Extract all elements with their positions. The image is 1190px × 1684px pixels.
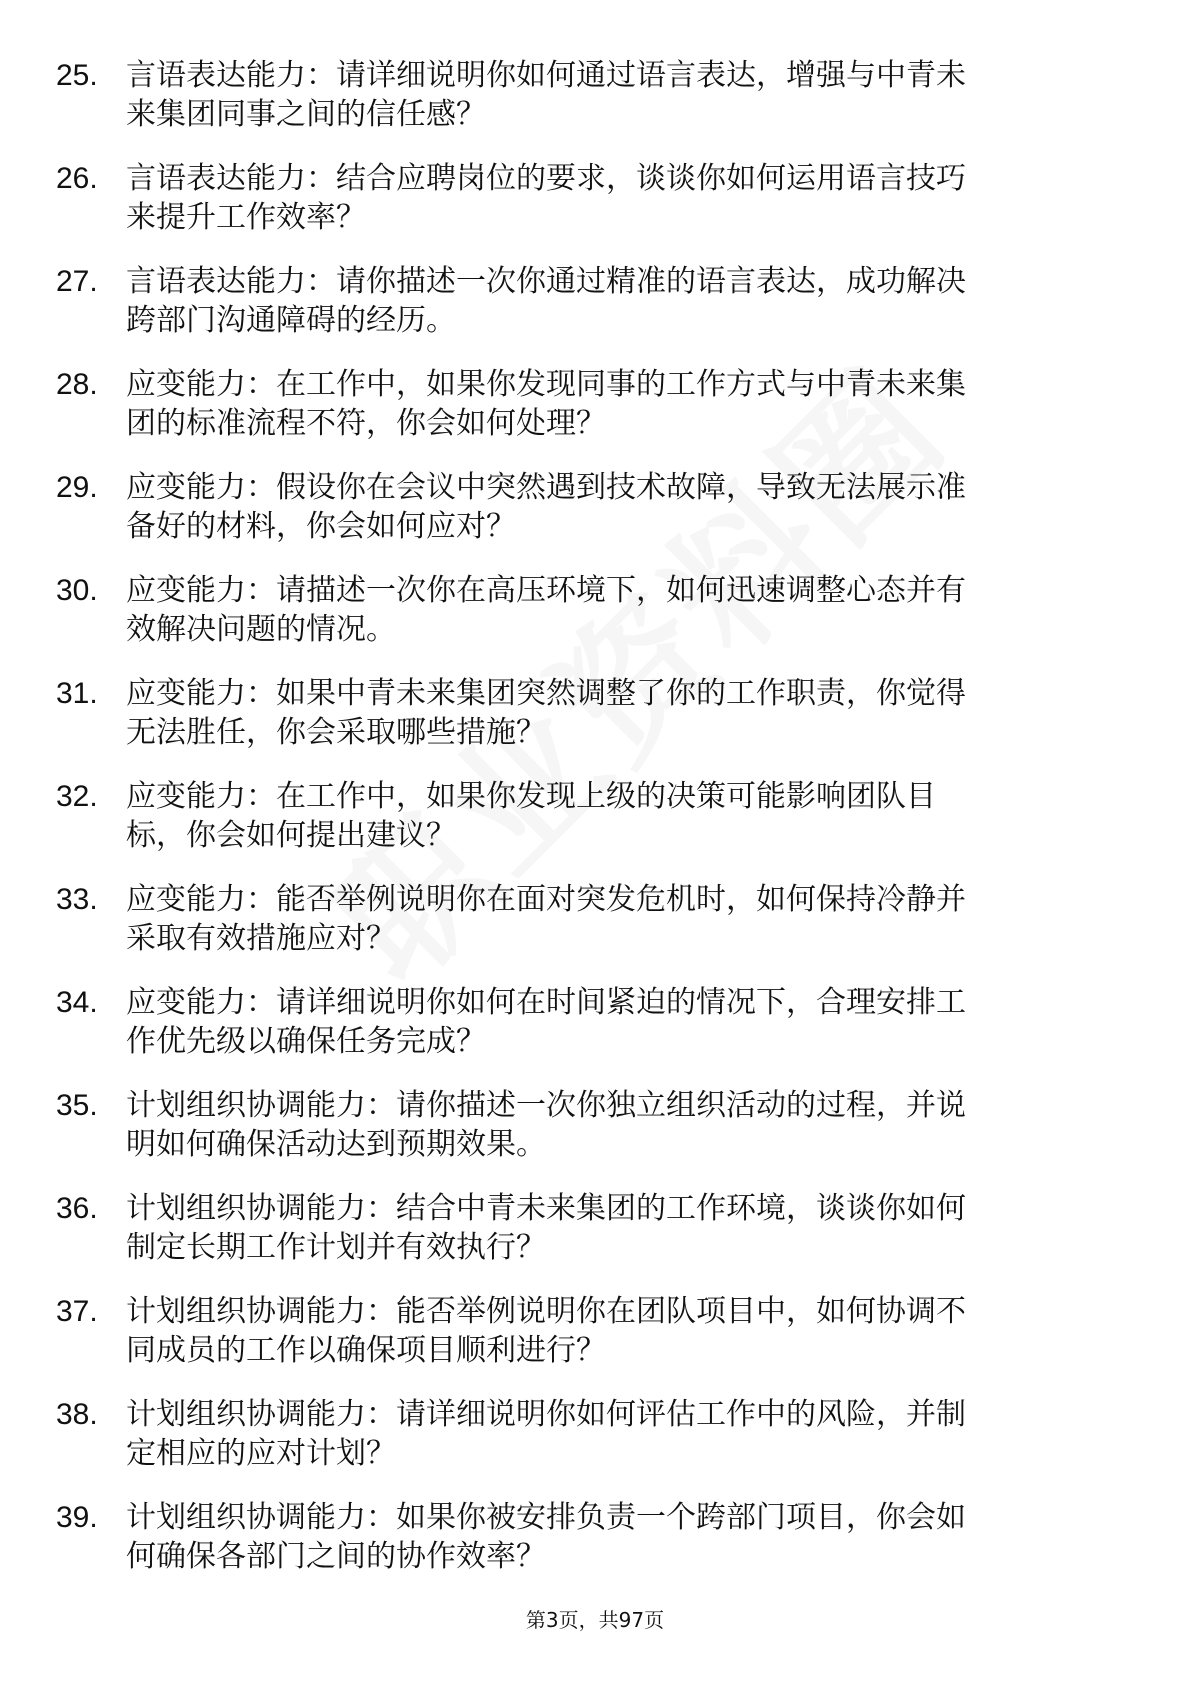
question-text [126,159,1126,237]
question-line: 计划组织协调能力：如果你被安排负责一个跨部门项目，你会如 [126,1500,966,1535]
question-number: 31. [56,677,98,710]
question-line: 应变能力：在工作中，如果你发现同事的工作方式与中青未来集 [126,367,966,402]
question-line: 何确保各部门之间的协作效率？ [126,1539,546,1574]
question-list [0,56,1190,1601]
question-item [0,983,1190,1086]
question-item [0,1395,1190,1498]
question-item [0,880,1190,983]
question-line: 应变能力：请详细说明你如何在时间紧迫的情况下，合理安排工 [126,985,966,1020]
question-number: 34. [56,986,98,1019]
question-line: 应变能力：在工作中，如果你发现上级的决策可能影响团队目 [126,779,936,814]
question-item [0,1086,1190,1189]
question-line: 计划组织协调能力：能否举例说明你在团队项目中，如何协调不 [126,1294,966,1329]
question-line: 言语表达能力：结合应聘岗位的要求，谈谈你如何运用语言技巧 [126,161,966,196]
question-line: 团的标准流程不符，你会如何处理？ [126,406,606,441]
question-number: 32. [56,780,98,813]
question-number: 25. [56,59,98,92]
question-number: 33. [56,883,98,916]
question-item [0,365,1190,468]
question-line: 跨部门沟通障碍的经历。 [126,303,456,338]
question-text [126,777,1126,855]
question-line: 效解决问题的情况。 [126,612,396,647]
question-line: 标，你会如何提出建议？ [126,818,456,853]
question-item [0,674,1190,777]
question-number: 36. [56,1192,98,1225]
question-line: 制定长期工作计划并有效执行？ [126,1230,546,1265]
question-number: 35. [56,1089,98,1122]
question-line: 采取有效措施应对？ [126,921,396,956]
question-line: 应变能力：请描述一次你在高压环境下，如何迅速调整心态并有 [126,573,966,608]
question-text [126,1292,1126,1370]
question-item [0,468,1190,571]
question-line: 应变能力：能否举例说明你在面对突发危机时，如何保持冷静并 [126,882,966,917]
question-line: 来提升工作效率？ [126,200,366,235]
page-footer [0,1607,1190,1633]
question-text [126,571,1126,649]
question-number: 38. [56,1398,98,1431]
question-text [126,1498,1126,1576]
question-line: 作优先级以确保任务完成？ [126,1024,486,1059]
question-number: 39. [56,1501,98,1534]
question-item [0,1498,1190,1601]
question-item [0,56,1190,159]
question-item [0,1292,1190,1395]
question-text [126,1395,1126,1473]
question-text [126,468,1126,546]
question-text [126,880,1126,958]
question-item [0,159,1190,262]
question-text [126,983,1126,1061]
question-line: 言语表达能力：请详细说明你如何通过语言表达，增强与中青未 [126,58,966,93]
question-text [126,365,1126,443]
question-line: 无法胜任，你会采取哪些措施？ [126,715,546,750]
question-number: 26. [56,162,98,195]
question-text [126,674,1126,752]
question-number: 27. [56,265,98,298]
question-line: 应变能力：假设你在会议中突然遇到技术故障，导致无法展示准 [126,470,966,505]
question-line: 备好的材料，你会如何应对？ [126,509,516,544]
question-line: 计划组织协调能力：请你描述一次你独立组织活动的过程，并说 [126,1088,966,1123]
question-line: 言语表达能力：请你描述一次你通过精准的语言表达，成功解决 [126,264,966,299]
question-text [126,1086,1126,1164]
question-line: 明如何确保活动达到预期效果。 [126,1127,546,1162]
question-number: 28. [56,368,98,401]
question-item [0,262,1190,365]
page-number-label: 第3页，共97页 [525,1608,665,1632]
question-text [126,262,1126,340]
question-line: 计划组织协调能力：请详细说明你如何评估工作中的风险，并制 [126,1397,966,1432]
question-line: 来集团同事之间的信任感？ [126,97,486,132]
question-line: 计划组织协调能力：结合中青未来集团的工作环境，谈谈你如何 [126,1191,966,1226]
question-line: 应变能力：如果中青未来集团突然调整了你的工作职责，你觉得 [126,676,966,711]
question-text [126,1189,1126,1267]
question-item [0,777,1190,880]
question-number: 29. [56,471,98,504]
question-text [126,56,1126,134]
question-number: 37. [56,1295,98,1328]
question-item [0,571,1190,674]
question-line: 同成员的工作以确保项目顺利进行？ [126,1333,606,1368]
question-item [0,1189,1190,1292]
question-line: 定相应的应对计划？ [126,1436,396,1471]
question-number: 30. [56,574,98,607]
